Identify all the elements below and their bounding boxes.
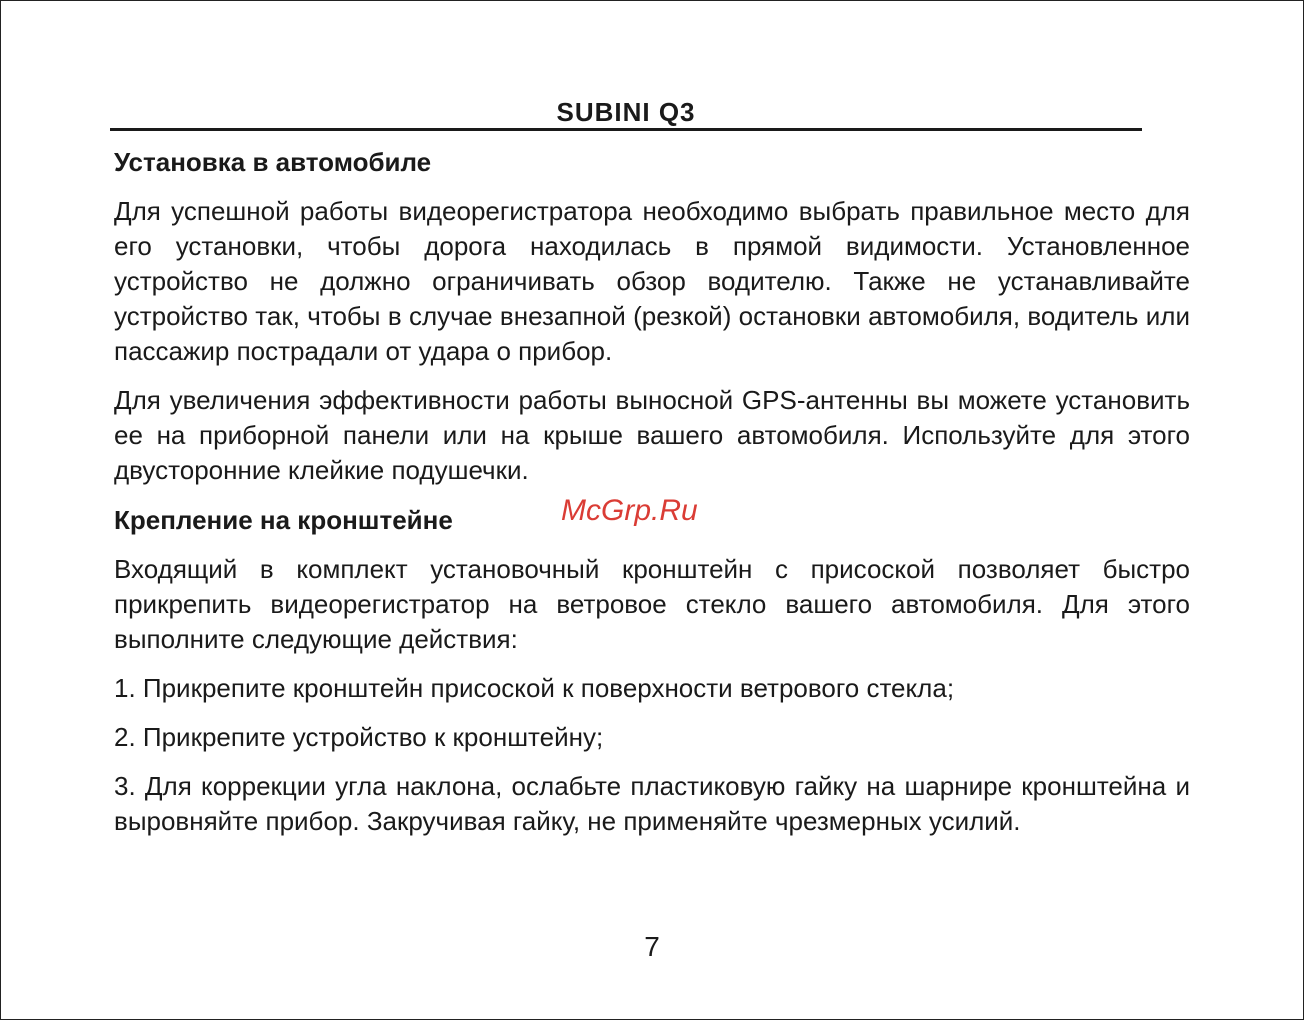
step-2: 2. Прикрепите устройство к кронштейну; — [114, 722, 604, 752]
section-heading-bracket: Крепление на кронштейне — [114, 505, 453, 535]
paragraph-bracket-intro: Входящий в комплект установочный кронштейн с присоской позволяет быстро прикрепить видеорегистратор на ветровое стекло вашего автомобиля. Для этого выполните следующие действия: — [114, 554, 1190, 654]
paragraph-gps-antenna: Для увеличения эффективности работы выносной GPS-антенны вы можете установить ее на приборной панели или на крыше вашего автомобиля. Используйте для этого двусторонние клейкие подушечки. — [114, 385, 1190, 485]
step-1: 1. Прикрепите кронштейн присоской к поверхности ветрового стекла; — [114, 673, 955, 703]
watermark: McGrp.Ru — [561, 494, 698, 527]
section-heading-installation: Установка в автомобиле — [114, 147, 432, 177]
step-3: 3. Для коррекции угла наклона, ослабьте пластиковую гайку на шарнире кронштейна и выровняйте прибор. Закручивая гайку, не применяйте чрезмерных усилий. — [114, 771, 1190, 836]
paragraph-installation-placement: Для успешной работы видеорегистратора необходимо выбрать правильное место для его установки, чтобы дорога находилась в прямой видимости. Установленное устройство не должно ограничивать обзор водителю. Также не устанавливайте устройство так, чтобы в случае внезапной (резкой) остановки автомобиля, водитель или пассажир пострадали от удара о прибор. — [114, 196, 1190, 366]
document-header: SUBINI Q3 — [556, 97, 696, 127]
page-number: 7 — [644, 931, 660, 962]
header-rule — [110, 128, 1142, 131]
